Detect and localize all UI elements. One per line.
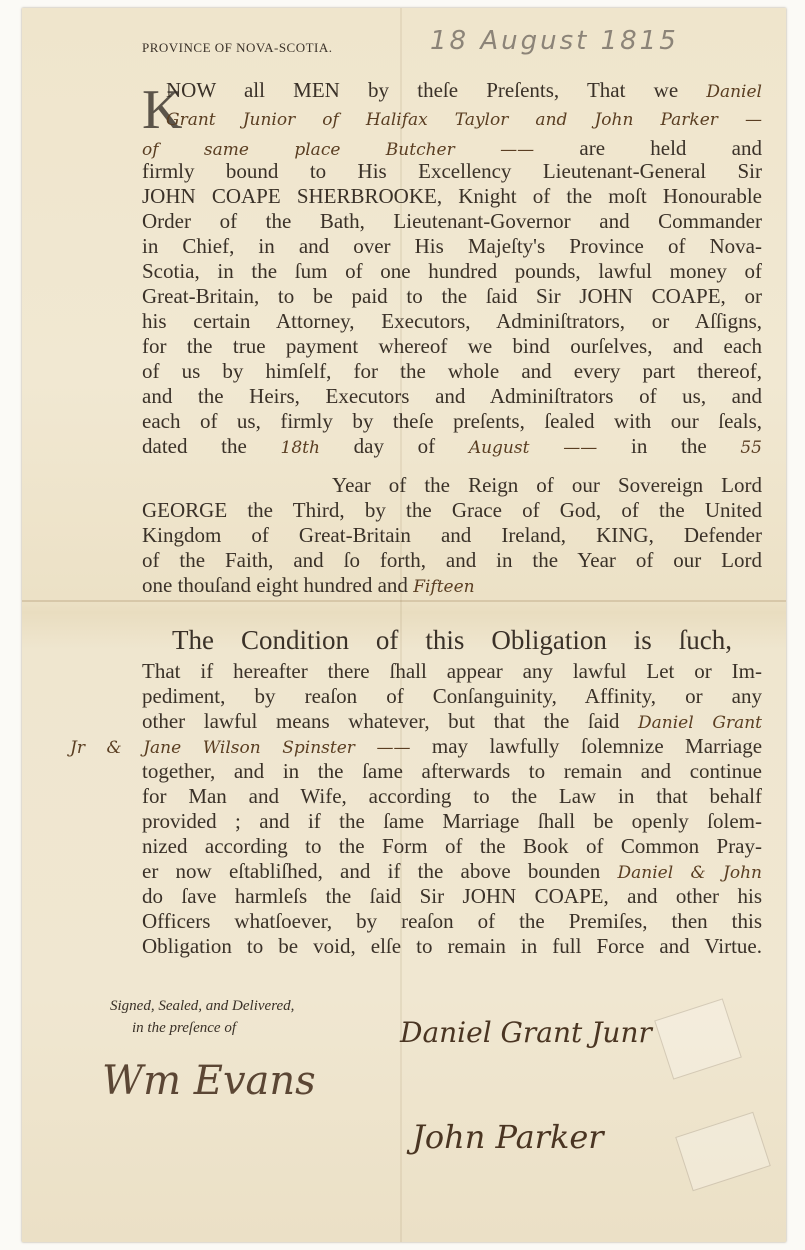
printed-text: Order of the Bath, Lieutenant-Governor and Commander (142, 209, 762, 233)
text-line (142, 934, 762, 958)
printed-text: are held and (579, 136, 762, 160)
text-line (142, 759, 762, 783)
text-line (142, 884, 762, 908)
text-line (142, 359, 762, 383)
text-line (142, 159, 762, 183)
signature-witness: Wm Evans (102, 1058, 316, 1104)
text-line (142, 684, 762, 708)
text-line (142, 659, 762, 683)
signed-sealed-delivered: Signed, Sealed, and Delivered, (110, 998, 295, 1014)
text-line (70, 734, 762, 760)
text-line (142, 434, 762, 460)
handwritten-entry: 18th (280, 438, 320, 458)
printed-text: provided ; and if the ſame Marriage ſhall be openly ſolem- (142, 809, 762, 833)
printed-text: may lawfully ſolemnize Marriage (431, 734, 763, 758)
printed-text: nized according to the Form of the Book of Common Pray- (142, 834, 762, 858)
fold-crease (22, 600, 786, 602)
printed-text: together, and in the ſame afterwards to remain and continue (142, 759, 762, 783)
printed-text: Great-Britain, to be paid to the ſaid Sir JOHN COAPE, or (142, 284, 762, 308)
printed-text: one thouſand eight hundred and (142, 573, 414, 597)
text-line (142, 573, 762, 599)
handwritten-entry: Grant Junior of Halifax Taylor and John Parker — (166, 110, 762, 130)
printed-text: The Condition of this Obligation is ſuch, (172, 625, 732, 655)
handwritten-entry: Daniel & John (617, 863, 762, 883)
wafer-seal (675, 1112, 771, 1192)
text-line (142, 523, 762, 547)
printed-text: er now eſtabliſhed, and if the above bounden (142, 859, 618, 883)
text-line (172, 625, 732, 655)
text-line (142, 234, 762, 258)
text-line (142, 709, 762, 735)
signature-surety: John Parker (412, 1118, 604, 1156)
text-line (142, 259, 762, 283)
text-line (142, 184, 762, 208)
printed-text: Obligation to be void, elſe to remain in full Force and Virtue. (142, 934, 762, 958)
text-line (142, 309, 762, 333)
printed-text: dated the (142, 434, 281, 458)
handwritten-entry: 55 (740, 438, 762, 458)
printed-text: Scotia, in the ſum of one hundred pounds, lawful money of (142, 259, 762, 283)
handwritten-entry: August —— (468, 438, 598, 458)
pencil-date-note: 18 August 1815 (430, 26, 679, 56)
printed-text: do ſave harmleſs the ſaid Sir JOHN COAPE, and other his (142, 884, 762, 908)
printed-text: for the true payment whereof we bind ourſelves, and each (142, 334, 762, 358)
text-line (142, 909, 762, 933)
wafer-seal (654, 998, 742, 1079)
handwritten-entry: Jr & Jane Wilson Spinster —— (70, 738, 411, 758)
text-line (332, 473, 762, 497)
text-line (142, 834, 762, 858)
printed-text: for Man and Wife, according to the Law in that behalf (142, 784, 762, 808)
printed-text: Officers whatſoever, by reaſon of the Premiſes, then this (142, 909, 762, 933)
printed-text: pediment, by reaſon of Conſanguinity, Affinity, or any (142, 684, 762, 708)
printed-text: firmly bound to His Excellency Lieutenant-General Sir (142, 159, 762, 183)
printed-text: That if hereafter there ſhall appear any lawful Let or Im- (142, 659, 762, 683)
handwritten-entry: Daniel (706, 82, 762, 102)
text-line (142, 859, 762, 885)
handwritten-entry: Daniel Grant (637, 713, 762, 733)
printed-text: in Chief, in and over His Majeſty's Province of Nova- (142, 234, 762, 258)
text-line (142, 284, 762, 308)
in-presence-of: in the preſence of (132, 1020, 236, 1036)
printed-text: GEORGE the Third, by the Grace of God, of the United (142, 498, 762, 522)
printed-text: NOW all MEN by theſe Preſents, That we (166, 78, 707, 102)
printed-text: and the Heirs, Executors and Adminiſtrators of us, and (142, 384, 762, 408)
printed-text: each of us, firmly by theſe preſents, ſealed with our ſeals, (142, 409, 762, 433)
text-line (142, 809, 762, 833)
text-line (142, 784, 762, 808)
handwritten-entry: of same place Butcher —— (142, 140, 535, 160)
printed-text: other lawful means whatever, but that the ſaid (142, 709, 638, 733)
printed-text: JOHN COAPE SHERBROOKE, Knight of the moſt Honourable (142, 184, 762, 208)
handwritten-entry: Fifteen (413, 577, 475, 597)
printed-text: day of (353, 434, 469, 458)
drop-cap: K (142, 79, 183, 141)
printed-text: Kingdom of Great-Britain and Ireland, KING, Defender (142, 523, 762, 547)
signature-principal: Daniel Grant Junr (400, 1016, 652, 1049)
printed-text: of the Faith, and ſo forth, and in the Year of our Lord (142, 548, 762, 572)
document-page (22, 8, 786, 1242)
printed-text: of us by himſelf, for the whole and every part thereof, (142, 359, 762, 383)
text-line (142, 409, 762, 433)
text-line (142, 548, 762, 572)
printed-text: in the (630, 434, 741, 458)
text-line (142, 498, 762, 522)
province-header: PROVINCE OF NOVA-SCOTIA. (142, 40, 333, 55)
text-line (142, 334, 762, 358)
text-line (166, 106, 762, 132)
text-line (166, 78, 762, 104)
text-line (142, 384, 762, 408)
printed-text: his certain Attorney, Executors, Adminiſtrators, or Aſſigns, (142, 309, 762, 333)
printed-text: Year of the Reign of our Sovereign Lord (332, 473, 762, 497)
text-line (142, 209, 762, 233)
